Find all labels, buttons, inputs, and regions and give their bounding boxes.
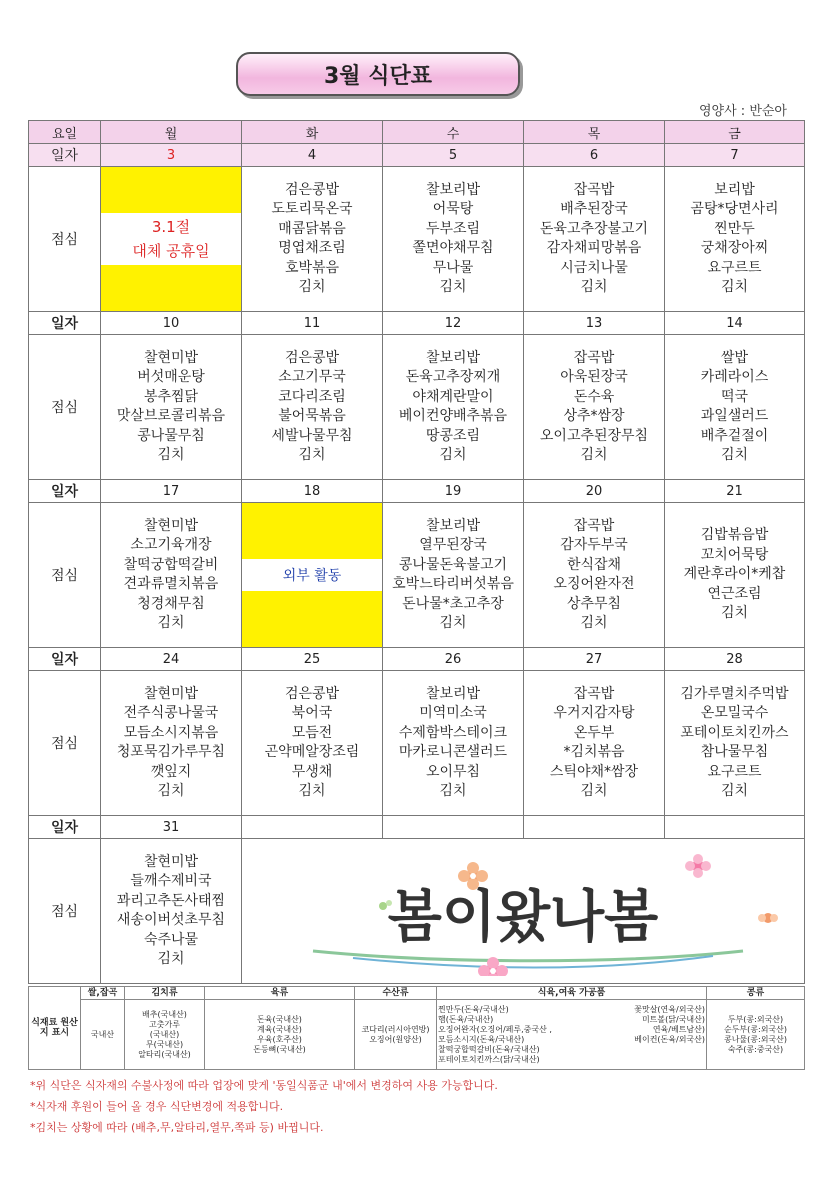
menu-item: 김치 [720,447,749,463]
flower-icon [685,854,711,878]
menu-item: 김치 [298,783,326,799]
menu-item: 버섯매운탕 [137,369,205,385]
menu-item: 연근조림 [707,585,762,602]
origin-processed: 찐만두(돈육/국내산) 햄(돈육/국내산) 오징어완자(오징어/페루,중국산 , 모듬소시지(돈육/국내산) 찰떡궁합떡갈비(돈육/국내산) 포테이토치킨까스(닭/국내산) 꽃맛살(연육/외국산) 미트볼(닭/국내산) 연육/베트남산) 베이컨(돈육/외국산) [437,1000,707,1070]
date-cell: 19 [383,480,524,503]
menu-item: 김치 [298,447,326,463]
menu-item: 들깨수제비국 [130,873,212,889]
menu-item: 수제함박스테이크 [398,724,508,741]
menu-cell [101,335,242,480]
day-label: 요일 [29,121,101,144]
menu-item: 김치 [298,279,326,295]
spring-text: 봄이왔나봄 [387,885,659,950]
date-cell: 21 [665,480,805,503]
menu-item: 명엽채조림 [278,240,346,256]
menu-item: 숙주나물 [143,931,199,948]
note-line: *식자재 후원이 들어 올 경우 식단변경에 적용합니다. [30,1100,284,1113]
menu-item: 모듬소시지볶음 [123,724,219,741]
menu-item: 쌀밥 [720,349,749,366]
menu-cell [524,503,665,648]
note-line: *위 식단은 식자재의 수불사정에 따라 업장에 맞게 '동일식품군 내'에서 변경하여 사용 가능합니다. [30,1079,498,1092]
menu-item: 콩나물돈육불고기 [398,556,508,573]
menu-item: 김치 [580,783,608,799]
menu-item: 잡곡밥 [573,349,615,366]
date-cell: 31 [101,816,242,839]
date-label: 일자 [29,144,101,167]
menu-item: 과일샐러드 [700,408,769,424]
menu-item: 김치 [720,279,749,295]
lunch-row [29,671,805,816]
origin-header: 콩류 [707,987,805,1000]
lunch-label: 점심 [29,503,101,648]
menu-cell [665,167,805,312]
date-cell: 14 [665,312,805,335]
date-cell: 28 [665,648,805,671]
menu-item: 김치 [439,615,467,631]
spring-art [243,846,803,976]
menu-item: 김가루멸치주먹밥 [680,685,789,702]
menu-item: 김치 [157,951,185,967]
menu-item: 상추무침 [566,595,622,612]
menu-cell [101,503,242,648]
dietitian-label: 영양사 : 반순아 [699,104,787,119]
menu-item: 찐만두 [714,220,755,237]
menu-cell [524,167,665,312]
origin-header: 김치류 [125,987,205,1000]
origin-seafood: 코다리(러시아연방) 오징어(원양산) [355,1000,437,1070]
menu-item: 검은콩밥 [284,349,340,366]
menu-item: 찰보리밥 [425,349,481,366]
day-wed: 수 [383,121,524,144]
menu-item: 참나물무침 [700,744,769,760]
lunch-row [29,839,805,984]
menu-item: 배추겉절이 [700,427,769,444]
menu-item: 검은콩밥 [284,685,340,702]
menu-item: 계란후라이*케찹 [683,566,786,583]
menu-item: 모듬전 [291,724,333,741]
menu-item: 콩나물무침 [137,427,205,444]
menu-item: 김치 [439,279,467,295]
date-row [29,816,805,839]
menu-item: 온모밀국수 [700,705,769,721]
day-header-row [29,121,805,144]
menu-item: 전주식콩나물국 [123,705,219,721]
menu-item: 미역미소국 [419,705,487,721]
menu-item: 돈나물*초고추장 [402,595,504,612]
day-mon: 월 [101,121,242,144]
menu-item: 돈육고추장불고기 [539,220,649,237]
menu-cell [101,671,242,816]
menu-item: 김치 [580,447,608,463]
date-cell: 24 [101,648,242,671]
date-cell: 6 [524,144,665,167]
menu-item: 아욱된장국 [560,369,628,385]
menu-item: 김치 [439,783,467,799]
menu-item: 오징어완자전 [553,576,635,592]
origin-beans: 두부(콩:외국산) 순두부(콩:외국산) 콩나물(콩:외국산) 숙주(콩:중국산) [707,1000,805,1070]
menu-item: 호박볶음 [284,259,340,276]
menu-item: 요구르트 [707,259,762,276]
menu-cell [242,167,383,312]
menu-item: 코다리조림 [278,388,346,405]
menu-item: 무생채 [291,763,333,780]
menu-item: 김치 [720,605,749,622]
menu-item: 두부조림 [425,220,481,237]
menu-item: 소고기무국 [278,369,346,385]
menu-cell [383,503,524,648]
menu-item: 곰탕*당면사리 [690,201,779,217]
menu-cell [101,839,242,984]
menu-cell [665,335,805,480]
menu-item: 무나물 [432,259,474,276]
outing-text: 외부 활동 [282,568,342,584]
lunch-row [29,503,805,648]
menu-item: 찰현미밥 [143,349,199,366]
menu-item: 감자채피망볶음 [546,240,642,256]
date-cell: 27 [524,648,665,671]
menu-item: 김치 [580,615,608,631]
menu-item: 잡곡밥 [573,517,615,534]
menu-item: 찰보리밥 [425,685,481,702]
menu-item: 열무된장국 [419,537,487,553]
spring-art-cell [242,839,805,984]
menu-item: 배추된장국 [560,201,628,217]
menu-item: 온두부 [573,724,615,741]
menu-item: 우거지감자탕 [553,705,635,721]
menu-item: 검은콩밥 [284,181,340,198]
origin-table [28,986,805,1070]
menu-item: 불어묵볶음 [278,408,346,424]
date-cell: 17 [101,480,242,503]
outing-cell [242,503,383,648]
day-fri: 금 [665,121,805,144]
menu-item: 시금치나물 [560,259,628,276]
menu-item: 잡곡밥 [573,685,615,702]
menu-item: 땅콩조림 [425,427,481,444]
menu-item: 돈육고추장찌개 [405,369,501,385]
date-label: 일자 [29,312,101,335]
day-tue: 화 [242,121,383,144]
menu-item: 김밥볶음밥 [700,527,769,544]
origin-header: 육류 [205,987,355,1000]
date-cell: 7 [665,144,805,167]
menu-cell [524,335,665,480]
menu-item: 오이무침 [425,763,481,780]
menu-cell [383,335,524,480]
menu-item: 돈수육 [573,388,615,405]
origin-meat: 돈육(국내산) 계육(국내산) 우육(호주산) 돈등뼈(국내산) [205,1000,355,1070]
date-cell: 12 [383,312,524,335]
date-row [29,312,805,335]
holiday-cell [101,167,242,312]
note-line: *김치는 상황에 따라 (배추,무,알타리,열무,쪽파 등) 바뀝니다. [30,1121,324,1134]
holiday-band [101,167,241,213]
menu-item: 오이고추된장무침 [539,427,649,444]
date-cell: 11 [242,312,383,335]
menu-cell [524,671,665,816]
menu-cell [242,335,383,480]
menu-item: 마카로니콘샐러드 [398,744,508,760]
flower-icon [758,913,778,923]
date-cell: 4 [242,144,383,167]
menu-item: 포테이토치킨까스 [680,724,789,741]
menu-item: 찰떡궁합떡갈비 [123,556,219,573]
menu-item: 쫄면야채무침 [412,240,494,256]
lunch-label: 점심 [29,335,101,480]
origin-kimchi: 배추(국내산) 고춧가루 (국내산) 무(국내산) 알타리(국내산) [125,1000,205,1070]
menu-item: 도토리묵온국 [271,201,353,217]
menu-item: 궁채장아찌 [700,240,769,256]
menu-item: 어묵탕 [432,201,474,217]
date-cell: 10 [101,312,242,335]
menu-item: 꼬치어묵탕 [700,546,769,563]
day-thu: 목 [524,121,665,144]
menu-item: 베이컨양배추볶음 [398,408,508,424]
menu-item: 찰현미밥 [143,853,199,870]
menu-item: 김치 [157,447,185,463]
menu-item: *김치볶음 [563,744,625,760]
origin-header: 식육,여육 가공품 [437,987,707,1000]
menu-item: 김치 [157,783,185,799]
page-title: 3월 식단표 [236,52,520,96]
outing-band [242,591,382,647]
origin-header: 쌀,잡곡 [81,987,125,1000]
menu-cell [665,503,805,648]
date-cell: 18 [242,480,383,503]
lunch-label: 점심 [29,671,101,816]
menu-table [28,120,805,984]
menu-item: 호박느타리버섯볶음 [392,576,514,592]
menu-item: 청경채무침 [137,595,205,612]
menu-item: 스틱야채*쌈장 [549,763,639,780]
menu-item: 찰보리밥 [425,181,481,198]
menu-item: 김치 [157,615,185,631]
menu-item: 견과류멸치볶음 [123,576,219,592]
menu-item: 곤약메알장조림 [264,744,360,760]
menu-item: 한식잡채 [566,556,622,573]
date-cell [665,816,805,839]
holiday-band [101,265,241,311]
menu-item: 카레라이스 [700,369,769,385]
date-cell: 5 [383,144,524,167]
outing-band [242,503,382,559]
date-cell: 26 [383,648,524,671]
menu-cell [242,671,383,816]
menu-item: 상추*쌈장 [563,408,625,424]
date-cell [524,816,665,839]
date-cell: 20 [524,480,665,503]
holiday-text: 대체 공휴일 [132,242,210,260]
notes [30,1075,498,1138]
menu-item: 봉추찜닭 [143,388,199,405]
date-cell: 25 [242,648,383,671]
menu-item: 세발나물무침 [271,427,353,444]
menu-item: 김치 [580,279,608,295]
date-cell: 3 [101,144,242,167]
menu-item: 새송이버섯초무침 [116,912,226,928]
menu-item: 감자두부국 [560,537,628,553]
date-cell: 13 [524,312,665,335]
menu-item: 맛살브로콜리볶음 [116,408,226,424]
menu-item: 청포묵김가루무침 [116,744,226,760]
menu-item: 북어국 [291,705,333,721]
date-label: 일자 [29,648,101,671]
origin-label: 식재료 원산지 표시 [29,987,81,1070]
menu-item: 꽈리고추돈사태찜 [116,892,226,909]
date-row [29,144,805,167]
menu-cell [665,671,805,816]
menu-cell [383,671,524,816]
date-cell [383,816,524,839]
origin-header: 수산류 [355,987,437,1000]
date-cell [242,816,383,839]
holiday-text: 3.1절 [151,218,191,236]
date-row [29,648,805,671]
menu-cell [383,167,524,312]
date-label: 일자 [29,480,101,503]
menu-item: 김치 [720,783,749,799]
lunch-label: 점심 [29,839,101,984]
menu-item: 깻잎지 [150,763,192,780]
lunch-label: 점심 [29,167,101,312]
date-row [29,480,805,503]
menu-item: 찰보리밥 [425,517,481,534]
menu-item: 소고기육개장 [130,537,212,553]
menu-item: 찰현미밥 [143,517,199,534]
origin-rice: 국내산 [81,1000,125,1070]
lunch-row [29,335,805,480]
date-label: 일자 [29,816,101,839]
menu-item: 요구르트 [707,763,762,780]
menu-item: 김치 [439,447,467,463]
menu-item: 야채계란말이 [412,388,494,405]
menu-item: 매콤닭볶음 [278,220,346,237]
lunch-row [29,167,805,312]
menu-item: 떡국 [720,388,749,405]
menu-item: 잡곡밥 [573,181,615,198]
menu-item: 찰현미밥 [143,685,199,702]
menu-item: 보리밥 [714,181,755,198]
